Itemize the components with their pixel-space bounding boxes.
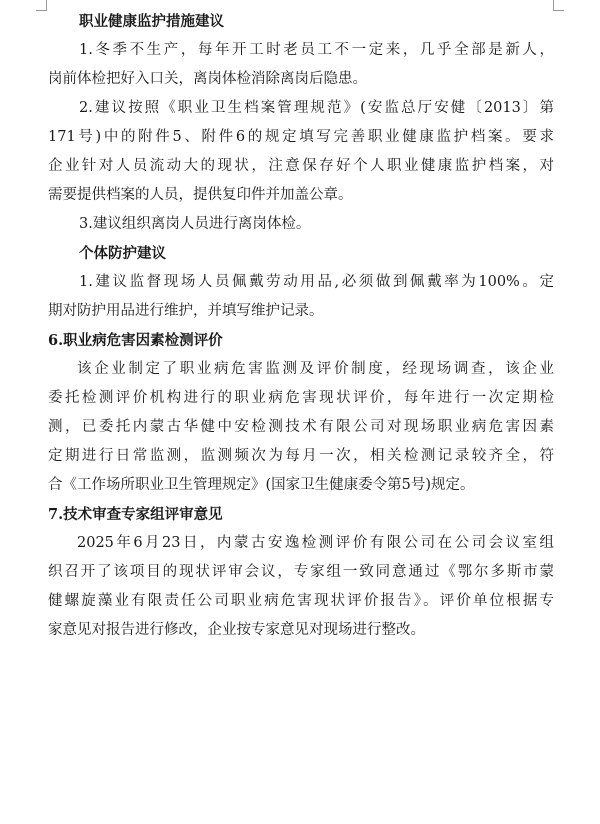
paragraph-line: 定期进行日常监测，监测频次为每月一次，相关检测记录较齐全，符 bbox=[48, 448, 554, 464]
paragraph-line: 2.建议按照《职业卫生档案管理规范》(安监总厅安健〔2013〕第 bbox=[79, 100, 554, 116]
paragraph-line: 1.冬季不生产，每年开工时老员工不一定来，几乎全部是新人， bbox=[79, 42, 554, 58]
document-page bbox=[48, 7, 554, 645]
section-heading-health-monitoring: 职业健康监护措施建议 bbox=[79, 13, 224, 30]
paragraph-line: 2025年6月23日，内蒙古安逸检测评价有限公司在公司会议室组 bbox=[77, 535, 554, 551]
paragraph-line: 171号)中的附件5、附件6的规定填写完善职业健康监护档案。要求 bbox=[48, 129, 554, 145]
paragraph-line: 企业针对人员流动大的现状，注意保存好个人职业健康监护档案，对 bbox=[48, 158, 554, 174]
paragraph-line: 期对防护用品进行维护，并填写维护记录。 bbox=[48, 303, 324, 319]
section-heading-expert-review: 7.技术审查专家组评审意见 bbox=[48, 506, 223, 523]
paragraph-line: 家意见对报告进行修改，企业按专家意见对现场进行整改。 bbox=[48, 622, 425, 638]
paragraph-line: 合《工作场所职业卫生管理规定》(国家卫生健康委令第5号)规定。 bbox=[48, 477, 475, 493]
paragraph-line: 1.建议监督现场人员佩戴劳动用品,必须做到佩戴率为100%。定 bbox=[79, 274, 554, 290]
paragraph-line: 需要提供档案的人员，提供复印件并加盖公章。 bbox=[48, 187, 353, 203]
paragraph-line: 测，已委托内蒙古华健中安检测技术有限公司对现场职业病危害因素 bbox=[48, 419, 554, 435]
paragraph-line: 岗前体检把好入口关，离岗体检消除离岗后隐患。 bbox=[48, 71, 367, 87]
section-heading-personal-protection: 个体防护建议 bbox=[79, 245, 166, 262]
paragraph-line: 织召开了该项目的现状评审会议，专家组一致同意通过《鄂尔多斯市蒙 bbox=[48, 564, 554, 580]
page-corner-mark-left bbox=[36, 0, 47, 11]
paragraph-line: 该企业制定了职业病危害监测及评价制度，经现场调查，该企业 bbox=[77, 361, 554, 377]
paragraph-line: 3.建议组织离岗人员进行离岗体检。 bbox=[79, 216, 311, 232]
section-heading-hazard-evaluation: 6.职业病危害因素检测评价 bbox=[48, 332, 223, 349]
page-corner-mark-right bbox=[553, 0, 564, 11]
paragraph-line: 健螺旋藻业有限责任公司职业病危害现状评价报告》。评价单位根据专 bbox=[48, 593, 554, 609]
paragraph-line: 委托检测评价机构进行的职业病危害现状评价，每年进行一次定期检 bbox=[48, 390, 554, 406]
